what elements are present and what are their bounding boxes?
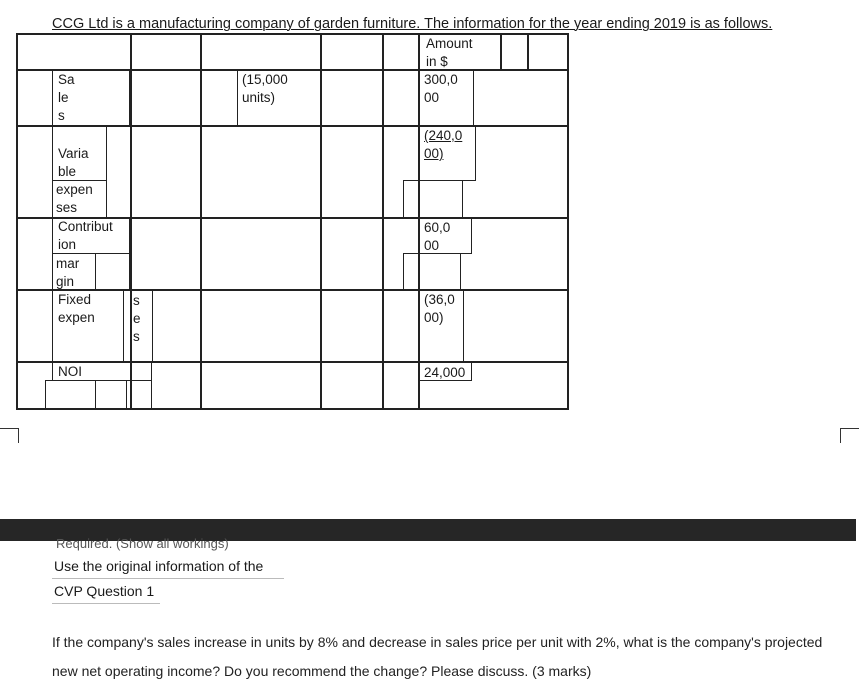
noi-amount: 24,000: [424, 365, 466, 380]
required-line-1: Use the original information of the: [54, 558, 264, 574]
question-text: If the company's sales increase in units by 8% and decrease in sales price per unit with 2%, what is the company's projected new net operating income? Do you recommend the change? Please discuss. (3 marks): [52, 634, 823, 679]
noi-label: NOI: [58, 364, 83, 379]
crop-mark-left: [0, 428, 19, 443]
variable-amount: (240,0 00): [424, 128, 463, 161]
contribution-amount: 60,0 00: [424, 220, 451, 253]
sales-amount: 300,0 00: [424, 72, 458, 105]
sales-units: (15,000 units): [242, 72, 288, 105]
variable-label: Varia ble: [58, 146, 89, 179]
sales-label: Sa le s: [58, 72, 75, 123]
contribution-label: Contribut ion: [58, 219, 113, 252]
crop-mark-right: [840, 428, 859, 443]
fixed-amount: (36,0 00): [424, 292, 455, 325]
contribution-sub: mar gin: [56, 256, 80, 289]
intro-heading: CCG Ltd is a manufacturing company of garden furniture. The information for the year ending 2019 is as follows.: [52, 16, 773, 32]
required-cut-text: Required. (Show all workings): [56, 536, 229, 551]
amount-header: Amount in $: [426, 36, 473, 69]
fixed-label: Fixed expen: [58, 292, 95, 325]
variable-sub: expen ses: [56, 182, 93, 215]
fixed-suffix: s e s: [133, 293, 141, 344]
required-line-2: CVP Question 1: [54, 583, 155, 599]
